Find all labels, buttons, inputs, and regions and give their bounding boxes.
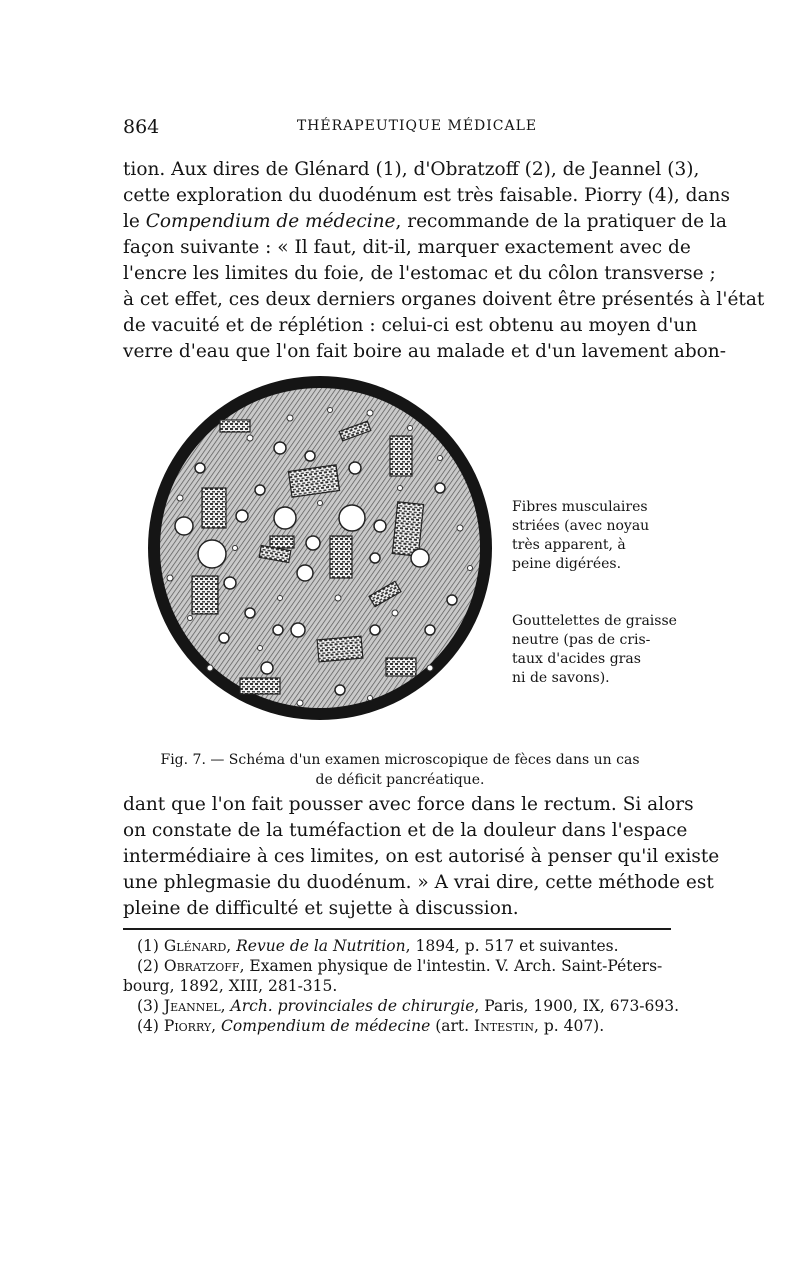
page-number: 864 [123,116,160,138]
caption-line: Fig. 7. — Schéma d'un examen microscopique de fèces dans un cas [160,752,640,768]
footnotes [123,936,680,1036]
footnote-rule [123,928,671,930]
note-line: taux d'acides gras [512,651,641,667]
running-head: THÉRAPEUTIQUE MÉDICALE [296,118,538,134]
paragraph-top [123,157,765,365]
microscope-figure [140,368,500,728]
note-line: très apparent, à [512,537,626,553]
figure-note-fat-droplets [512,612,687,688]
note-line: ni de savons). [512,670,610,686]
text-line: verre d'eau que l'on fait boire au malade et d'un lavement abon- [123,341,726,362]
paragraph-bottom [123,792,720,922]
note-line: peine digérées. [512,556,622,572]
page-header [123,116,671,138]
text-line: cette exploration du duodénum est très faisable. Piorry (4), dans [123,185,730,206]
text-line: à cet effet, ces deux derniers organes doivent être présentés à l'état [123,289,765,310]
footnote-2-continued: bourg, 1892, XIII, 281-315. [123,977,338,995]
text-line: le Compendium de médecine, recommande de la pratiquer de la [123,211,727,232]
text-line: tion. Aux dires de Glénard (1), d'Obratzoff (2), de Jeannel (3), [123,159,700,180]
note-line: Gouttelettes de graisse [512,613,677,629]
note-line: neutre (pas de cris- [512,632,651,648]
text-line: façon suivante : « Il faut, dit-il, marquer exactement avec de [123,237,691,258]
text-line: dant que l'on fait pousser avec force dans le rectum. Si alors [123,794,694,815]
microscope-field-illustration [140,368,500,728]
text-line: pleine de difficulté et sujette à discussion. [123,898,519,919]
text-line: l'encre les limites du foie, de l'estomac et du côlon transverse ; [123,263,716,284]
figure-caption [130,750,670,790]
note-line: striées (avec noyau [512,518,650,534]
footnote-3: (3) Jeannel, Arch. provinciales de chirurgie, Paris, 1900, IX, 673-693. [137,997,680,1015]
text-line: de vacuité et de réplétion : celui-ci est obtenu au moyen d'un [123,315,698,336]
footnote-1: (1) Glénard, Revue de la Nutrition, 1894, p. 517 et suivantes. [137,937,619,955]
footnote-4: (4) Piorry, Compendium de médecine (art. Intestin, p. 407). [137,1017,605,1035]
text-line: intermédiaire à ces limites, on est autorisé à penser qu'il existe [123,846,720,867]
footnote-2: (2) Obratzoff, Examen physique de l'intestin. V. Arch. Saint-Péters- [137,957,663,975]
note-line: Fibres musculaires [512,499,648,515]
text-line: une phlegmasie du duodénum. » A vrai dire, cette méthode est [123,872,714,893]
caption-line: de déficit pancréatique. [315,772,485,788]
text-line: on constate de la tuméfaction et de la douleur dans l'espace [123,820,688,841]
figure-note-muscle-fibres [512,498,687,574]
